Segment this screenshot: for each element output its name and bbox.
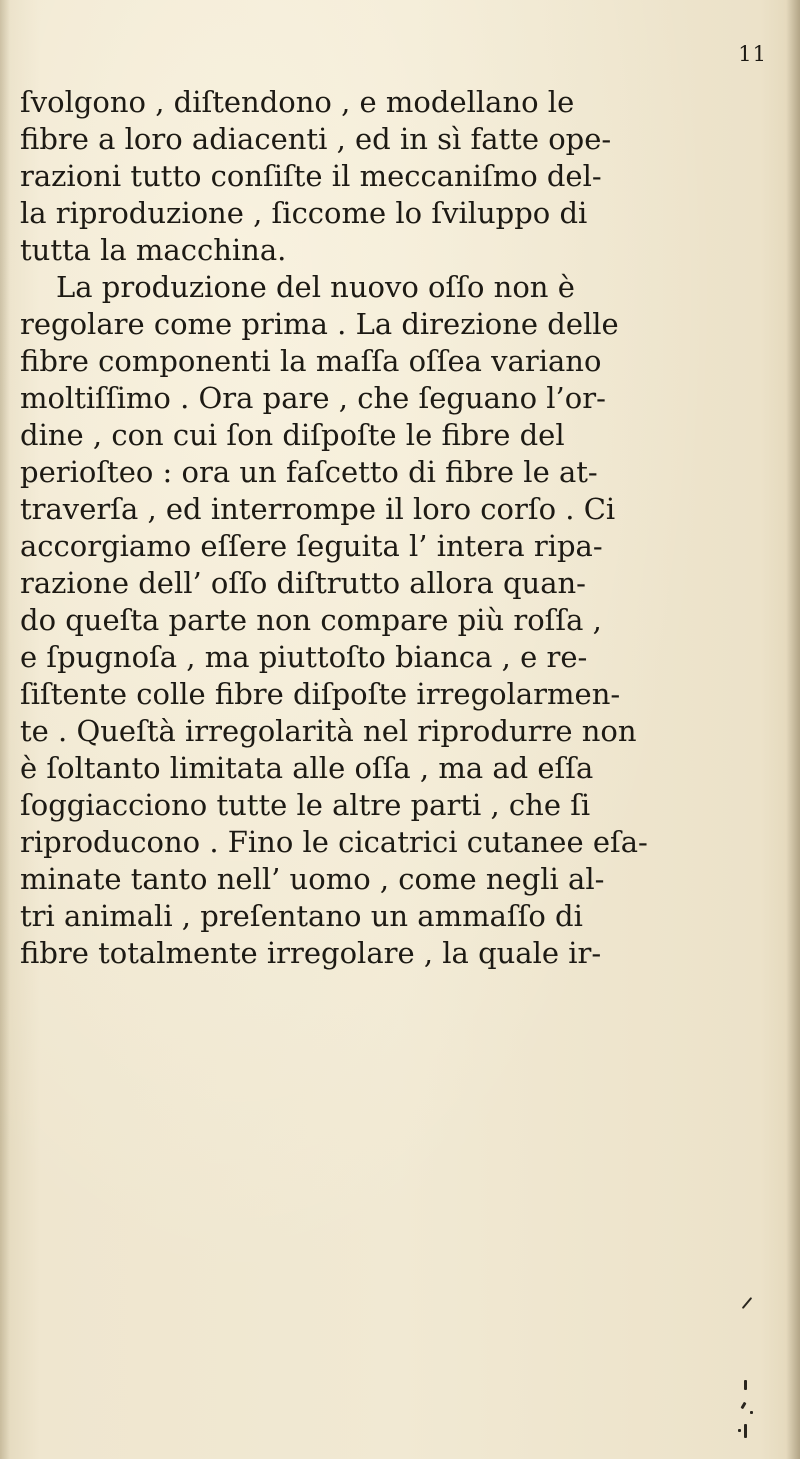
ink-speck bbox=[744, 1380, 747, 1390]
ink-speck bbox=[738, 1429, 741, 1432]
text-line: La produzione del nuovo oſſo non è bbox=[56, 270, 575, 304]
ink-speck bbox=[744, 1424, 747, 1438]
text-line: riproducono . Fino le cicatrici cutanee eſa- bbox=[20, 825, 648, 859]
text-line: fibre totalmente irregolare , la quale ir- bbox=[20, 936, 602, 970]
text-line: regolare come prima . La direzione delle bbox=[20, 307, 619, 341]
text-line: te . Queſtà irregolarità nel riprodurre non bbox=[20, 714, 637, 748]
text-line: tri animali , preſentano un ammaſſo di bbox=[20, 899, 583, 933]
text-line: accorgiamo eſſere ſeguita l’ intera ripa- bbox=[20, 529, 603, 563]
text-line: ſoggiacciono tutte le altre parti , che ſi bbox=[20, 788, 591, 822]
text-line: perioſteo : ora un faſcetto di fibre le at- bbox=[20, 455, 598, 489]
text-line: ſvolgono , diſtendono , e modellano le bbox=[20, 85, 575, 119]
ink-speck bbox=[740, 1402, 746, 1410]
page-number: 11 bbox=[738, 42, 767, 66]
text-line: razione dell’ oſſo diſtrutto allora quan- bbox=[20, 566, 586, 600]
text-line: minate tanto nell’ uomo , come negli al- bbox=[20, 862, 605, 896]
text-line: fibre componenti la maſſa oſſea variano bbox=[20, 344, 602, 378]
body-text bbox=[0, 82, 800, 970]
text-line: fibre a loro adiacenti , ed in sì fatte ope- bbox=[20, 122, 612, 156]
text-line: tutta la macchina. bbox=[20, 233, 287, 267]
ink-specks bbox=[700, 1290, 760, 1440]
text-line: ſiſtente colle fibre diſpoſte irregolarmen- bbox=[20, 677, 621, 711]
text-line: e ſpugnoſa , ma piuttoſto bianca , e re- bbox=[20, 640, 588, 674]
text-line: moltiſſimo . Ora pare , che ſeguano l’or- bbox=[20, 381, 606, 415]
text-line: è ſoltanto limitata alle oſſa , ma ad eſſa bbox=[20, 751, 594, 785]
text-line: traverſa , ed interrompe il loro corſo . Ci bbox=[20, 492, 616, 526]
ink-speck bbox=[750, 1411, 753, 1414]
text-line: la riproduzione , ſiccome lo ſviluppo di bbox=[20, 196, 588, 230]
text-line: do queſta parte non compare più roſſa , bbox=[20, 603, 602, 637]
text-line: razioni tutto conſiſte il meccaniſmo del- bbox=[20, 159, 602, 193]
text-line: dine , con cui ſon diſpoſte le fibre del bbox=[20, 418, 565, 452]
ink-speck bbox=[742, 1297, 753, 1309]
